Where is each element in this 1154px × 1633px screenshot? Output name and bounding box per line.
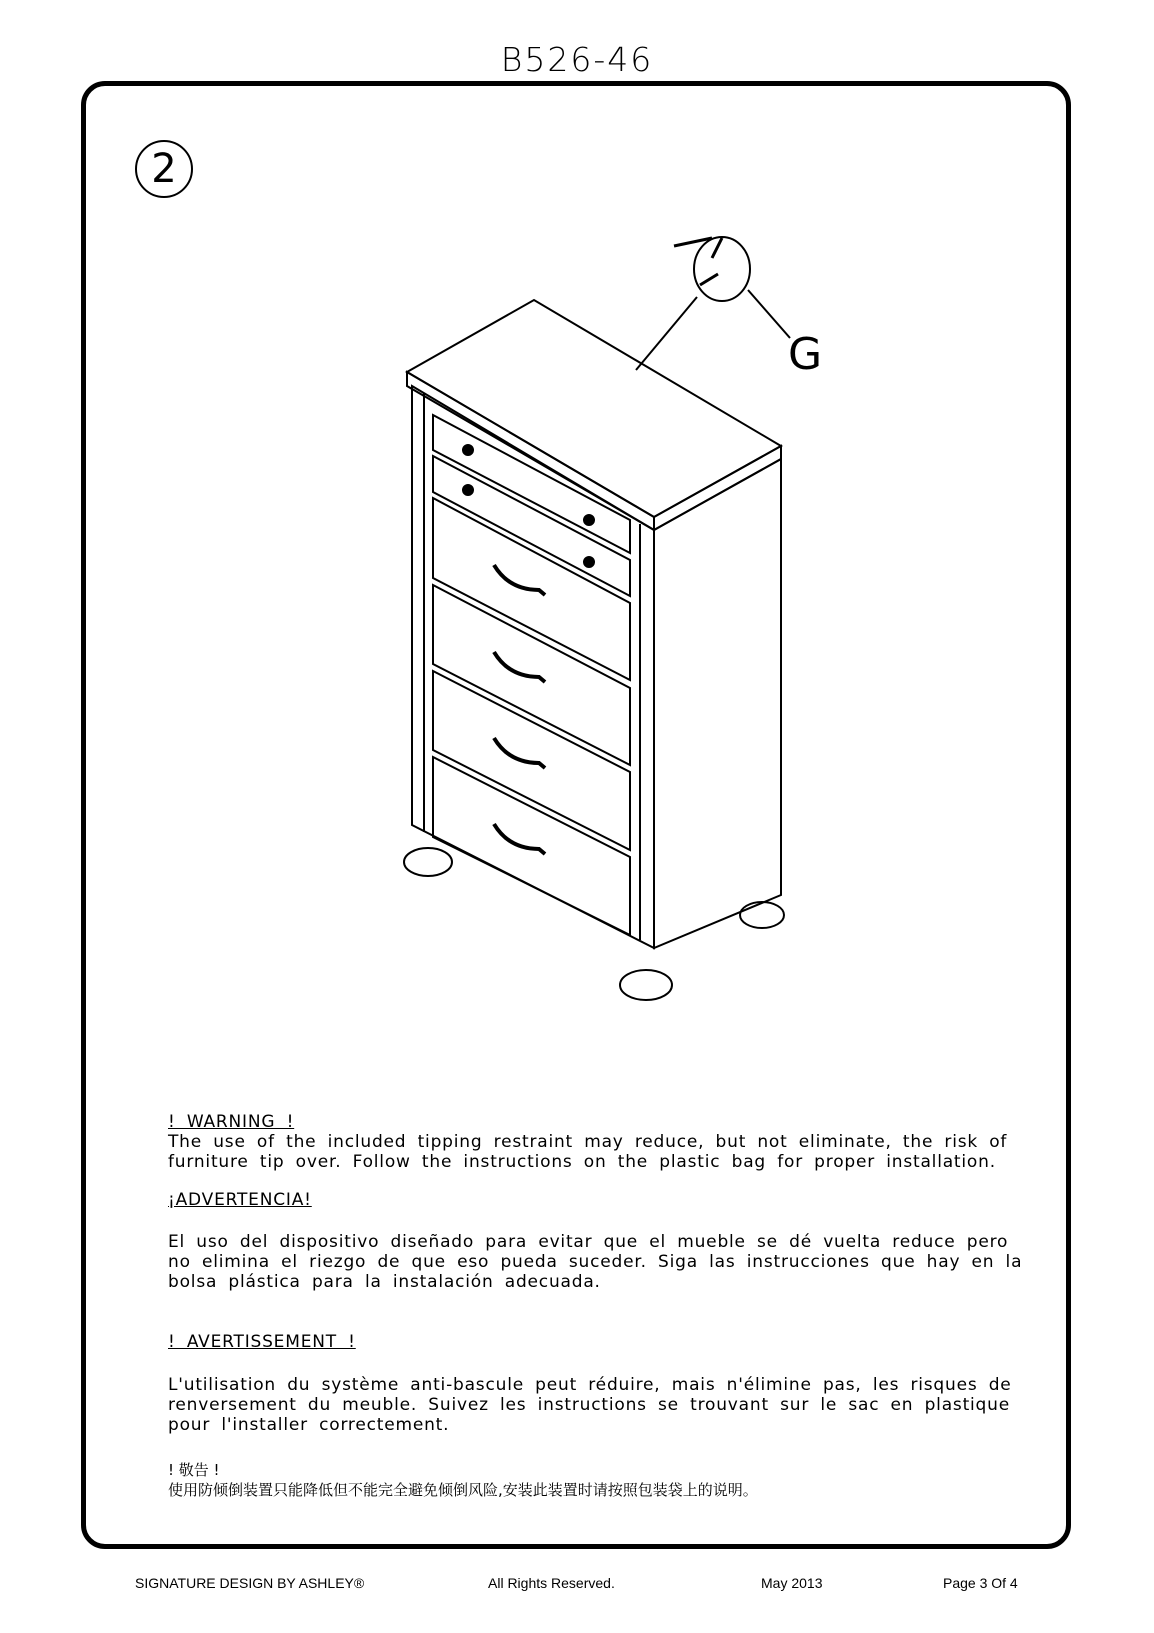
warning-heading-es: ¡ADVERTENCIA! <box>168 1190 312 1210</box>
footer-page: Page 3 Of 4 <box>943 1575 1018 1591</box>
warning-body-en: The use of the included tipping restraint may reduce, but not eliminate, the risk of furniture tip over. Follow the instructions on the plastic bag for proper installation. <box>168 1132 1008 1172</box>
warning-body-zh: 使用防倾倒装置只能降低但不能完全避免倾倒风险,安装此装置时请按照包装袋上的说明。 <box>168 1481 758 1499</box>
drawers <box>433 415 630 935</box>
chest-body <box>407 300 781 948</box>
warning-heading-en: ! WARNING ! <box>168 1112 295 1132</box>
warning-heading-zh: ! 敬告 ! <box>168 1461 220 1479</box>
footer-date: May 2013 <box>761 1575 823 1591</box>
footer-rights: All Rights Reserved. <box>488 1575 615 1591</box>
tipping-restraint-callout <box>636 237 790 370</box>
footer-brand: SIGNATURE DESIGN BY ASHLEY® <box>135 1575 365 1591</box>
warning-heading-fr: ! AVERTISSEMENT ! <box>168 1332 356 1352</box>
step-number: 2 <box>135 140 193 198</box>
warning-body-es: El uso del dispositivo diseñado para evitar que el mueble se dé vuelta reduce pero no elimina el riezgo de que eso pueda suceder. Siga las instrucciones que hay en la bolsa plástica para la instalación adecuada. <box>168 1232 1023 1292</box>
warning-body-fr: L'utilisation du système anti-bascule peut réduire, mais n'élimine pas, les risques de renversement du meuble. Suivez les instructions se trouvant sur le sac en plastique pour l'installer correctement. <box>168 1375 1012 1435</box>
feet <box>404 848 784 1000</box>
part-label-g: G <box>788 329 823 380</box>
model-number: B526-46 <box>500 40 654 79</box>
